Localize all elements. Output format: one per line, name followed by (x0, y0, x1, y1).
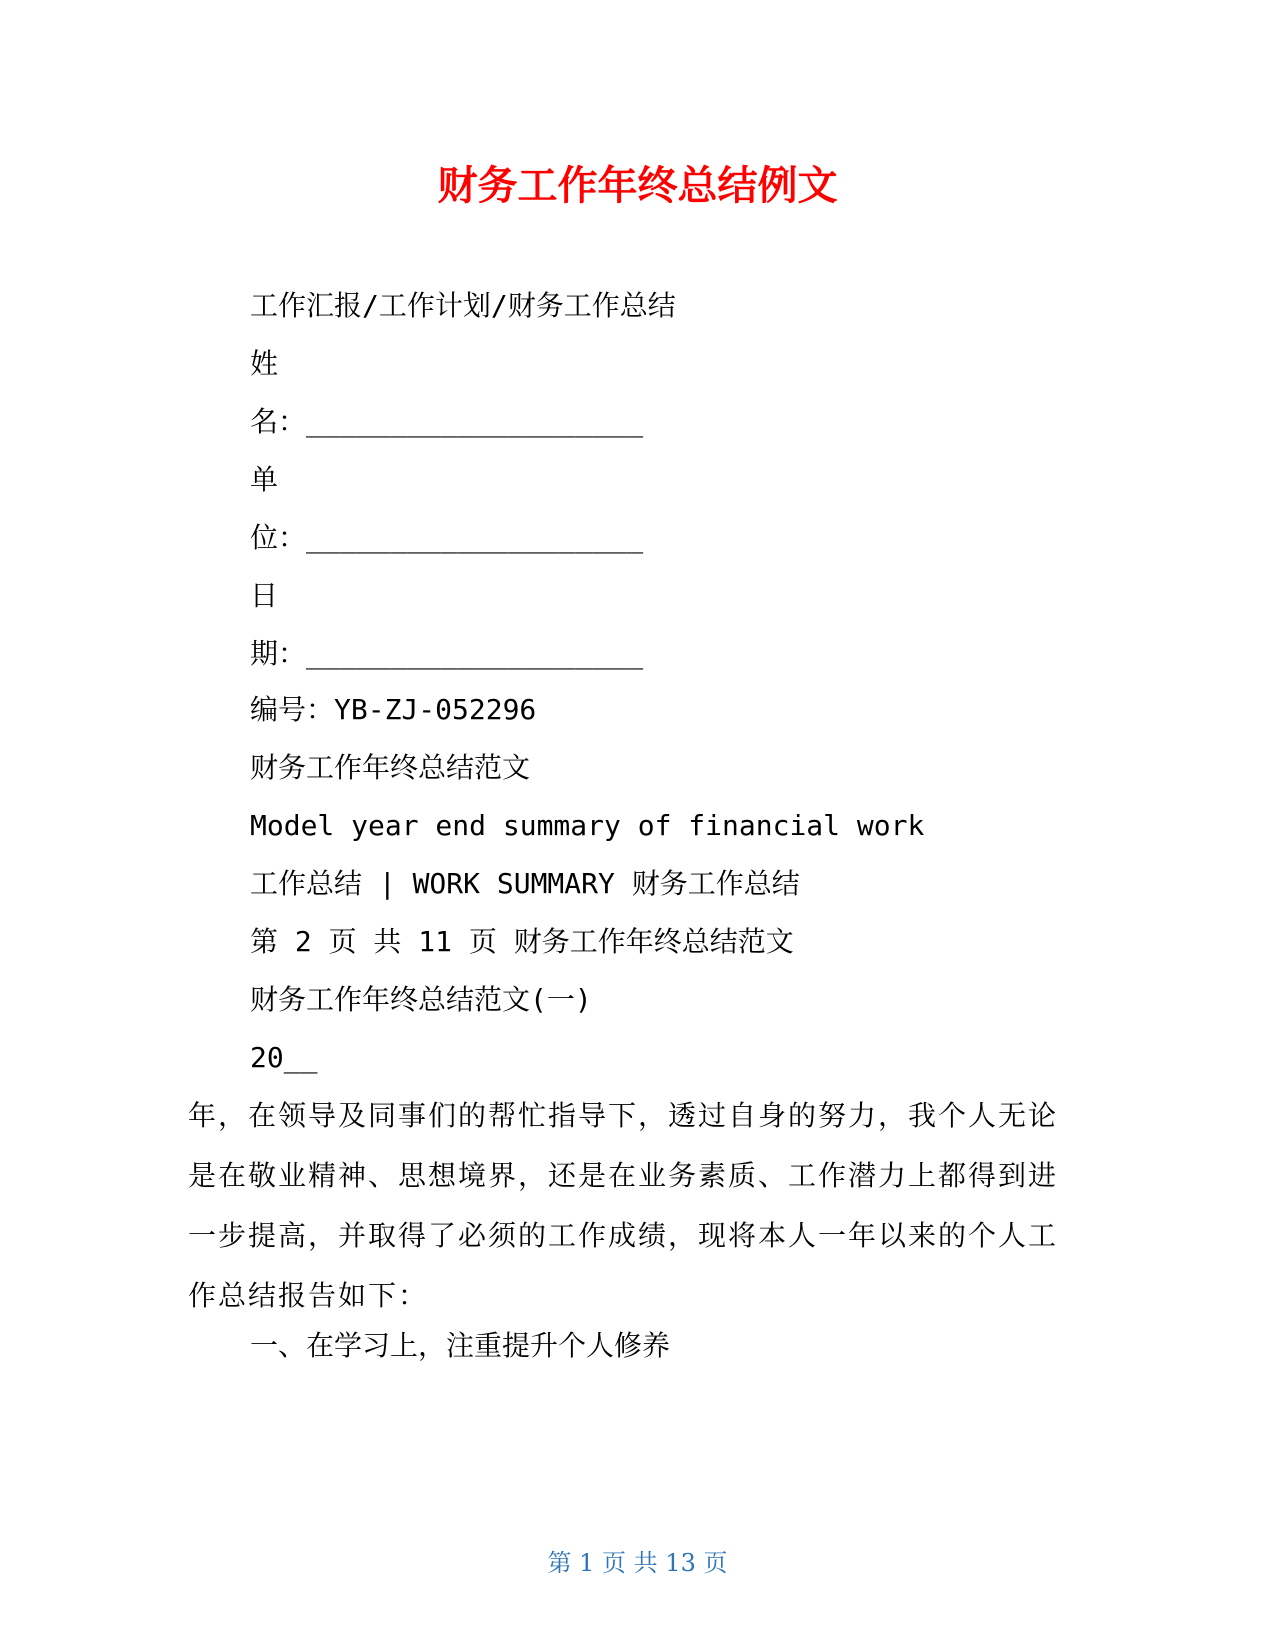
section-title: 财务工作年终总结范文(一) (250, 983, 592, 1016)
name-field: 名：____________________ (250, 405, 644, 438)
category-path: 工作汇报/工作计划/财务工作总结 (250, 289, 676, 322)
document-title: 财务工作年终总结例文 (437, 163, 838, 209)
subtitle-en: Model year end summary of financial work (250, 809, 925, 842)
header-line: 工作总结 | WORK SUMMARY 财务工作总结 (250, 867, 800, 900)
subtitle-cn: 财务工作年终总结范文 (250, 751, 531, 784)
date-field: 期：____________________ (250, 637, 644, 670)
unit-label-line-1: 单 (250, 463, 279, 496)
name-label-line-1: 姓 (250, 347, 279, 380)
date-label-line-1: 日 (250, 579, 279, 612)
serial-number: 编号：YB-ZJ-052296 (250, 693, 537, 726)
unit-field: 位：____________________ (250, 521, 644, 554)
heading-1: 一、在学习上，注重提升个人修养 (250, 1329, 671, 1362)
page-reference: 第 2 页 共 11 页 财务工作年终总结范文 (250, 925, 794, 958)
page-footer: 第 1 页 共 13 页 (547, 1549, 728, 1577)
body-paragraph: 年，在领导及同事们的帮忙指导下，透过自身的努力，我个人无论是在敬业精神、思想境界，还是在业务素质、工作潜力上都得到进一步提高，并取得了必须的工作成绩，现将本人一年以来的个人工作总结报告如下： (188, 1099, 1059, 1312)
year-text: 20__ (250, 1041, 318, 1074)
